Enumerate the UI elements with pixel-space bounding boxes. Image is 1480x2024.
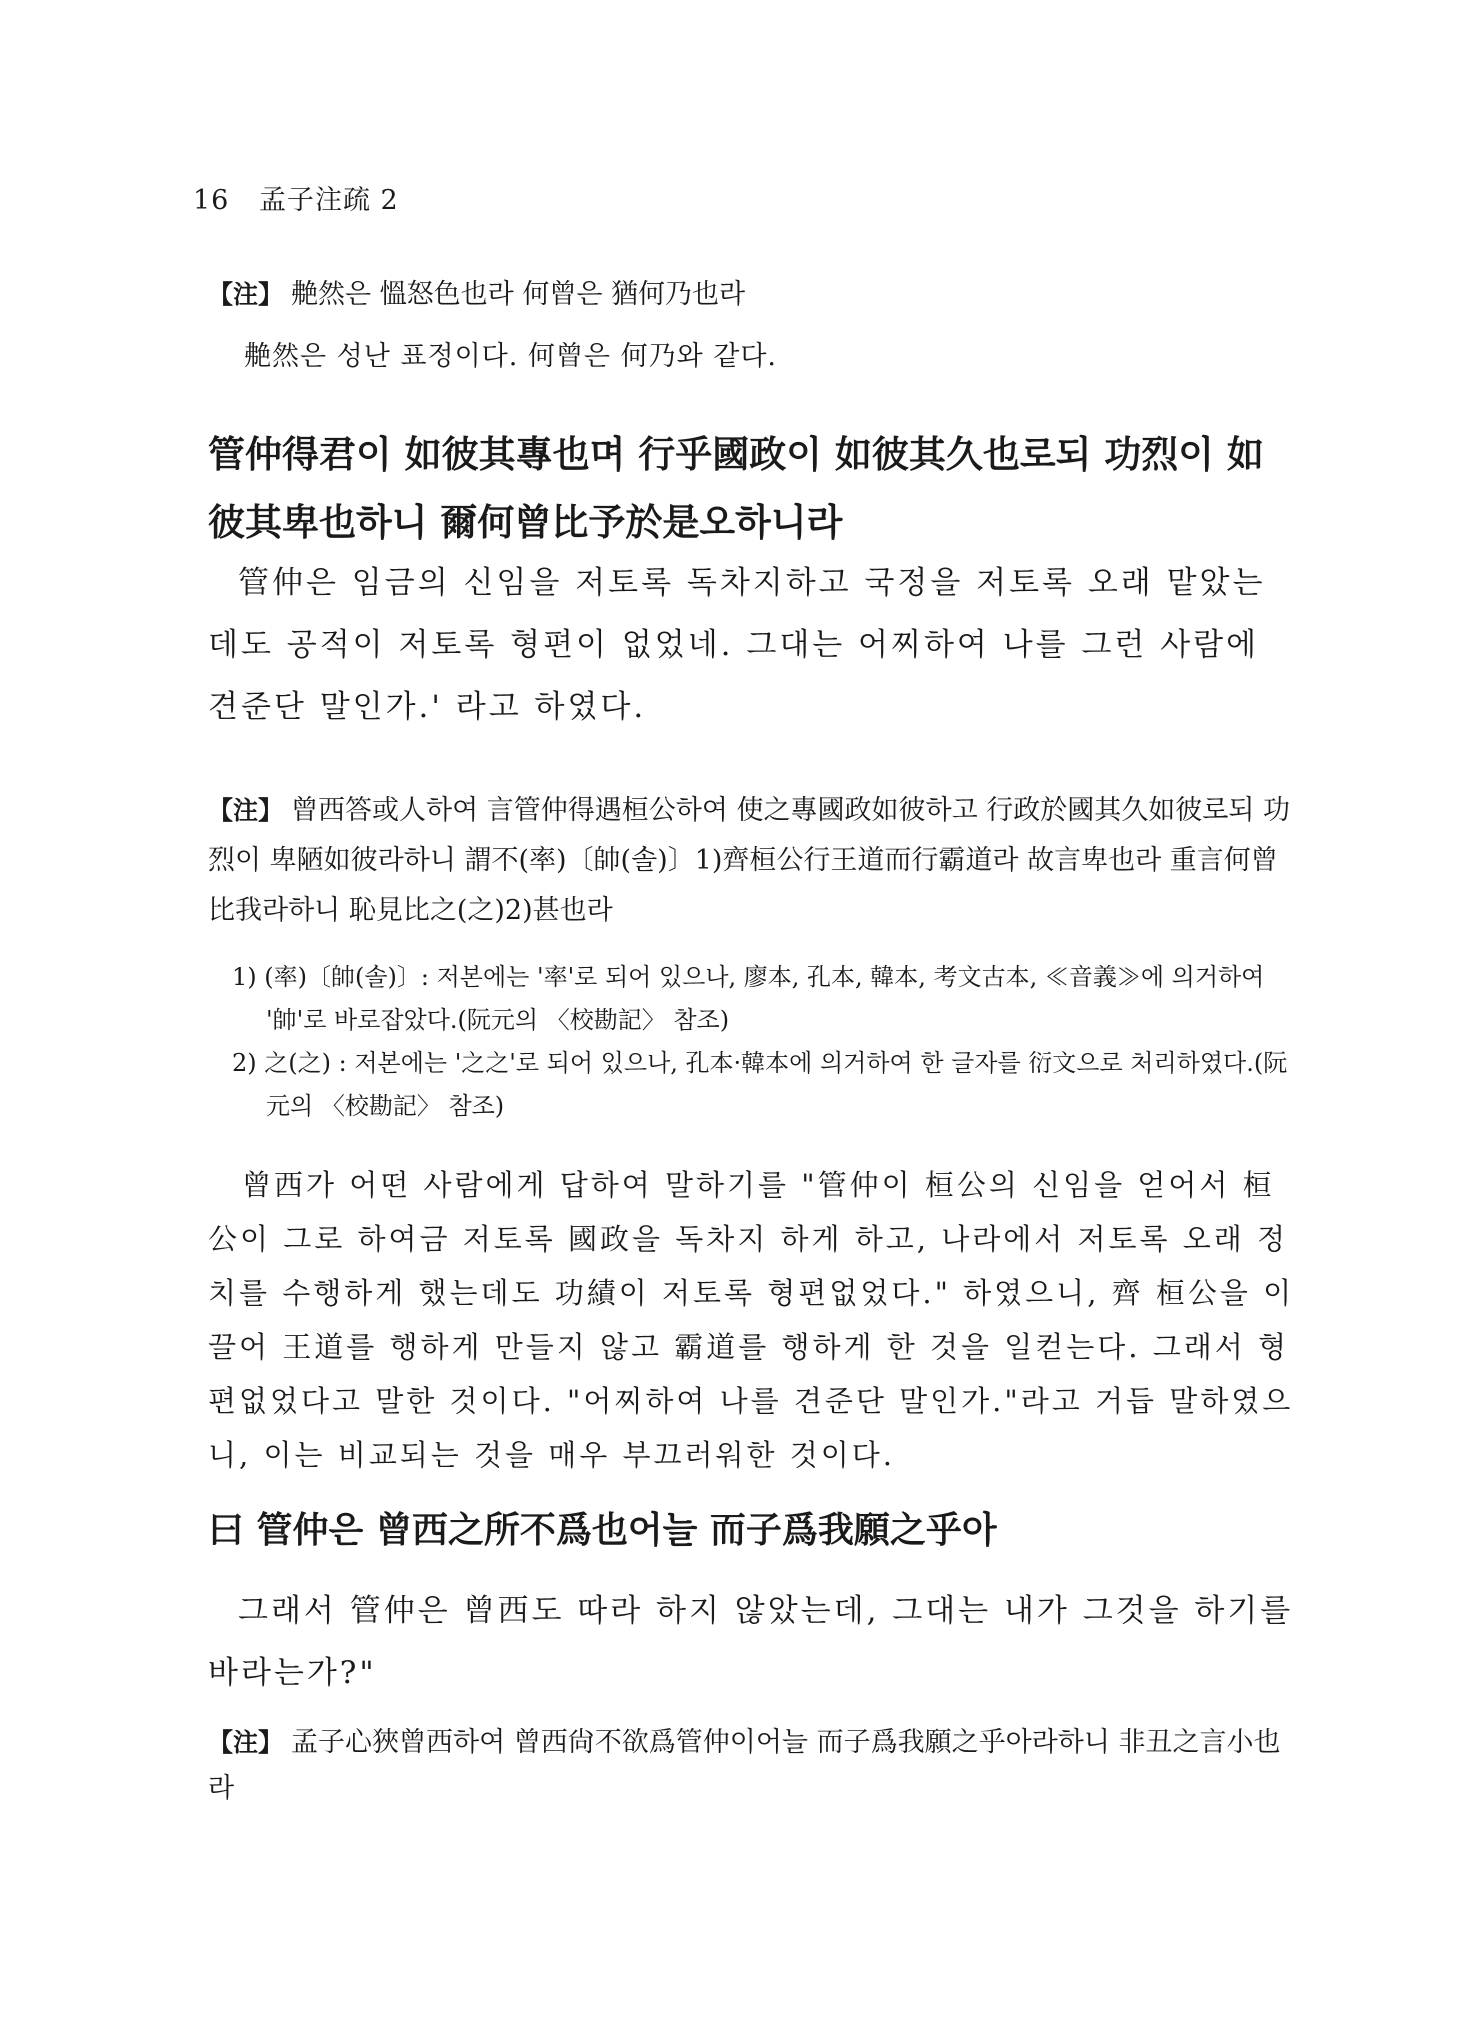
running-header [193,178,399,217]
note-text: 艴然은 慍怒色也라 何曾은 猶何乃也라 [291,279,746,310]
commentary-note-1 [208,272,1298,318]
original-text-1 [208,420,1298,556]
footnotes [208,956,1298,1128]
korean-translation-2 [208,1580,1298,1704]
note-text: 曾西答或人하여 言管仲得遇桓公하여 使之專國政如彼하고 行政於國其久如彼로되 功烈이 卑陋如彼라하니 謂不(率)〔帥(솔)〕1)齊桓公行王道而行霸道라 故言卑也라 重言何曾比我라하니 恥見比之(之)2)甚也라 [208,795,1291,926]
note-translation-1 [208,334,1298,380]
note-tag: 【注】 [208,280,284,309]
original-text: 管仲得君이 如彼其專也며 行乎國政이 如彼其久也로되 功烈이 如彼其卑也하니 爾何曾比予於是오하니라 [208,432,1264,544]
note-tag: 【注】 [208,1728,284,1757]
translation-text: 曾西가 어떤 사람에게 답하여 말하기를 "管仲이 桓公의 신임을 얻어서 桓公이 그로 하여금 저토록 國政을 독차지 하게 하고, 나라에서 저토록 오래 정치를 수행하게 했는데도 功績이 저토록 형편없었다." 하였으니, 齊 桓公을 이끌어 王道를 행하게 만들지 않고 霸道를 행하게 한 것을 일컫는다. 그래서 형편없었다고 말한 것이다. "어찌하여 나를 견준단 말인가."라고 거듭 말하였으니, 이는 비교되는 것을 매우 부끄러워한 것이다. [208,1168,1295,1472]
note-text: 孟子心狹曾西하여 曾西尙不欲爲管仲이어늘 而子爲我願之乎아라하니 非丑之言小也라 [208,1727,1281,1804]
commentary-note-2 [208,786,1298,936]
footnote-1: 1) (率)〔帥(솔)〕: 저본에는 '率'로 되어 있으나, 廖本, 孔本, 韓本, 考文古本, ≪音義≫에 의거하여 '帥'로 바로잡았다.(阮元의 〈校勘記〉 참조) [232,963,1265,1034]
original-text-2 [208,1500,1298,1560]
book-title: 孟子注疏 2 [258,185,399,216]
korean-text: 管仲은 임금의 신임을 저토록 독차지하고 국정을 저토록 오래 맡았는데도 공적이 저토록 형편이 없었네. 그대는 어찌하여 나를 그런 사람에 견준단 말인가.' 라고 하였다. [208,565,1266,725]
translation-text: 艴然은 성난 표정이다. 何曾은 何乃와 같다. [244,341,777,372]
original-text: 曰 管仲은 曾西之所不爲也어늘 而子爲我願之乎아 [208,1509,997,1551]
korean-text: 그래서 管仲은 曾西도 따라 하지 않았는데, 그대는 내가 그것을 하기를 바라는가?" [208,1593,1294,1691]
commentary-note-3 [208,1720,1298,1812]
page-number: 16 [193,185,230,216]
korean-translation-1 [208,552,1298,738]
note-tag: 【注】 [208,796,284,825]
footnote-2: 2) 之(之) : 저본에는 '之之'로 되어 있으나, 孔本·韓本에 의거하여 한 글자를 衍文으로 처리하였다.(阮元의 〈校勘記〉 참조) [232,1049,1288,1120]
commentary-translation-2 [208,1158,1298,1482]
